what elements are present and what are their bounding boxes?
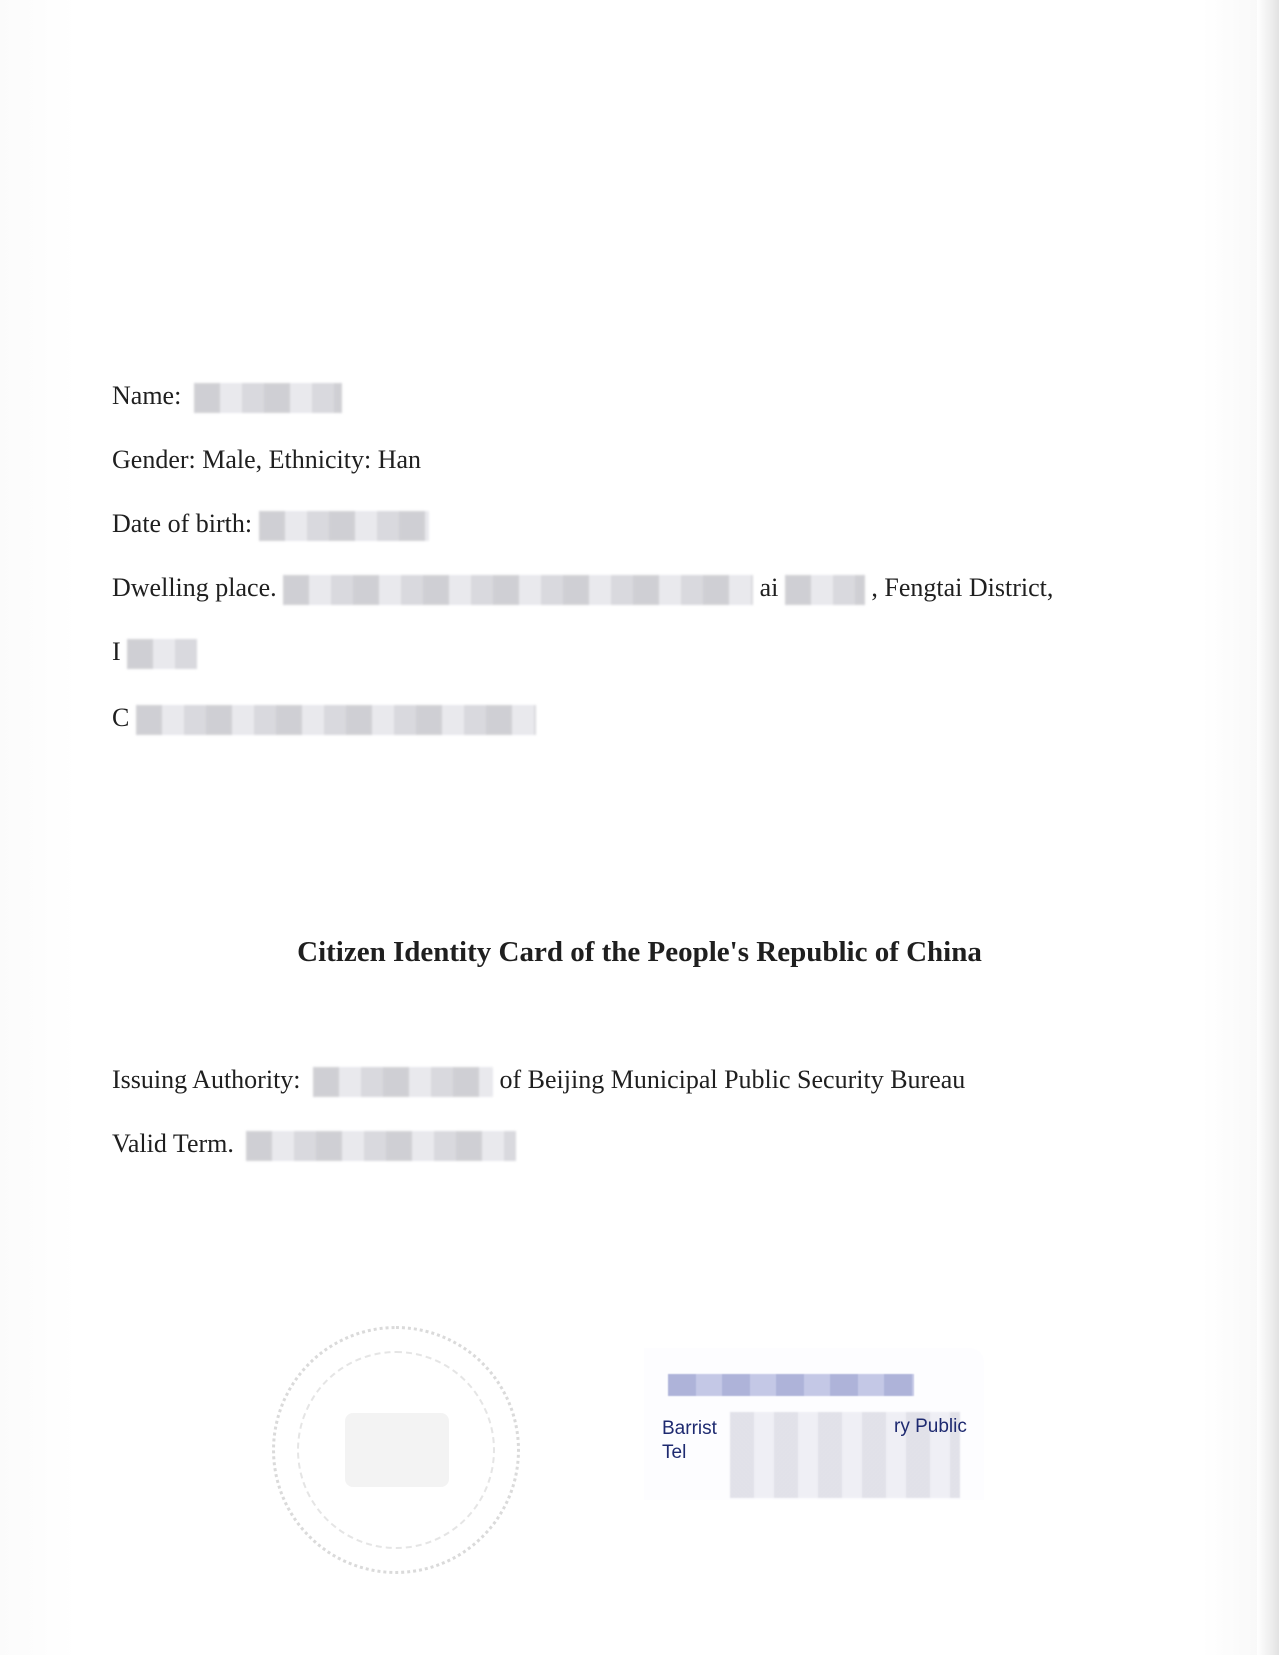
redacted-name (194, 383, 342, 413)
name-field (112, 380, 342, 413)
stamp-tel-line: Tel (662, 1442, 687, 1463)
redacted-dob (259, 511, 429, 541)
id-fragment: C (112, 703, 130, 732)
dwelling-line2-fragment: I (112, 637, 121, 666)
page-edge-shadow (1257, 0, 1279, 1655)
dwelling-label: Dwelling place. (112, 573, 277, 602)
notary-seal-icon (272, 1326, 520, 1574)
dwelling-place-line2 (112, 636, 197, 669)
gender-ethnicity-field (112, 444, 421, 476)
redacted-address-2 (785, 575, 865, 605)
dwelling-suffix: , Fengtai District, (871, 573, 1054, 602)
notary-stamp (644, 1348, 984, 1500)
name-label: Name: (112, 381, 182, 410)
authority-suffix: of Beijing Municipal Public Security Bureau (499, 1065, 966, 1094)
stamp-title-suffix: ry Public (894, 1416, 967, 1437)
issuing-authority-field (112, 1064, 965, 1097)
redacted-city (127, 639, 197, 669)
valid-term-label: Valid Term. (112, 1129, 234, 1158)
dwelling-fragment: ai (759, 573, 779, 602)
redacted-id-number (136, 705, 536, 735)
dwelling-place-field (112, 572, 1053, 605)
date-of-birth-field (112, 508, 429, 541)
redacted-valid-term (246, 1131, 516, 1161)
redacted-stamp-name (668, 1374, 914, 1396)
authority-label: Issuing Authority: (112, 1065, 301, 1094)
redacted-address (283, 575, 753, 605)
seal-emblem (345, 1413, 449, 1487)
gender-ethnicity-text: Gender: Male, Ethnicity: Han (112, 445, 422, 474)
id-number-field (112, 702, 536, 735)
redacted-authority (313, 1067, 493, 1097)
valid-term-field (112, 1128, 516, 1161)
document-title: Citizen Identity Card of the People's Republic of China (297, 936, 982, 968)
stamp-title-line: Barrist (662, 1418, 717, 1439)
dob-label: Date of birth: (112, 509, 253, 538)
